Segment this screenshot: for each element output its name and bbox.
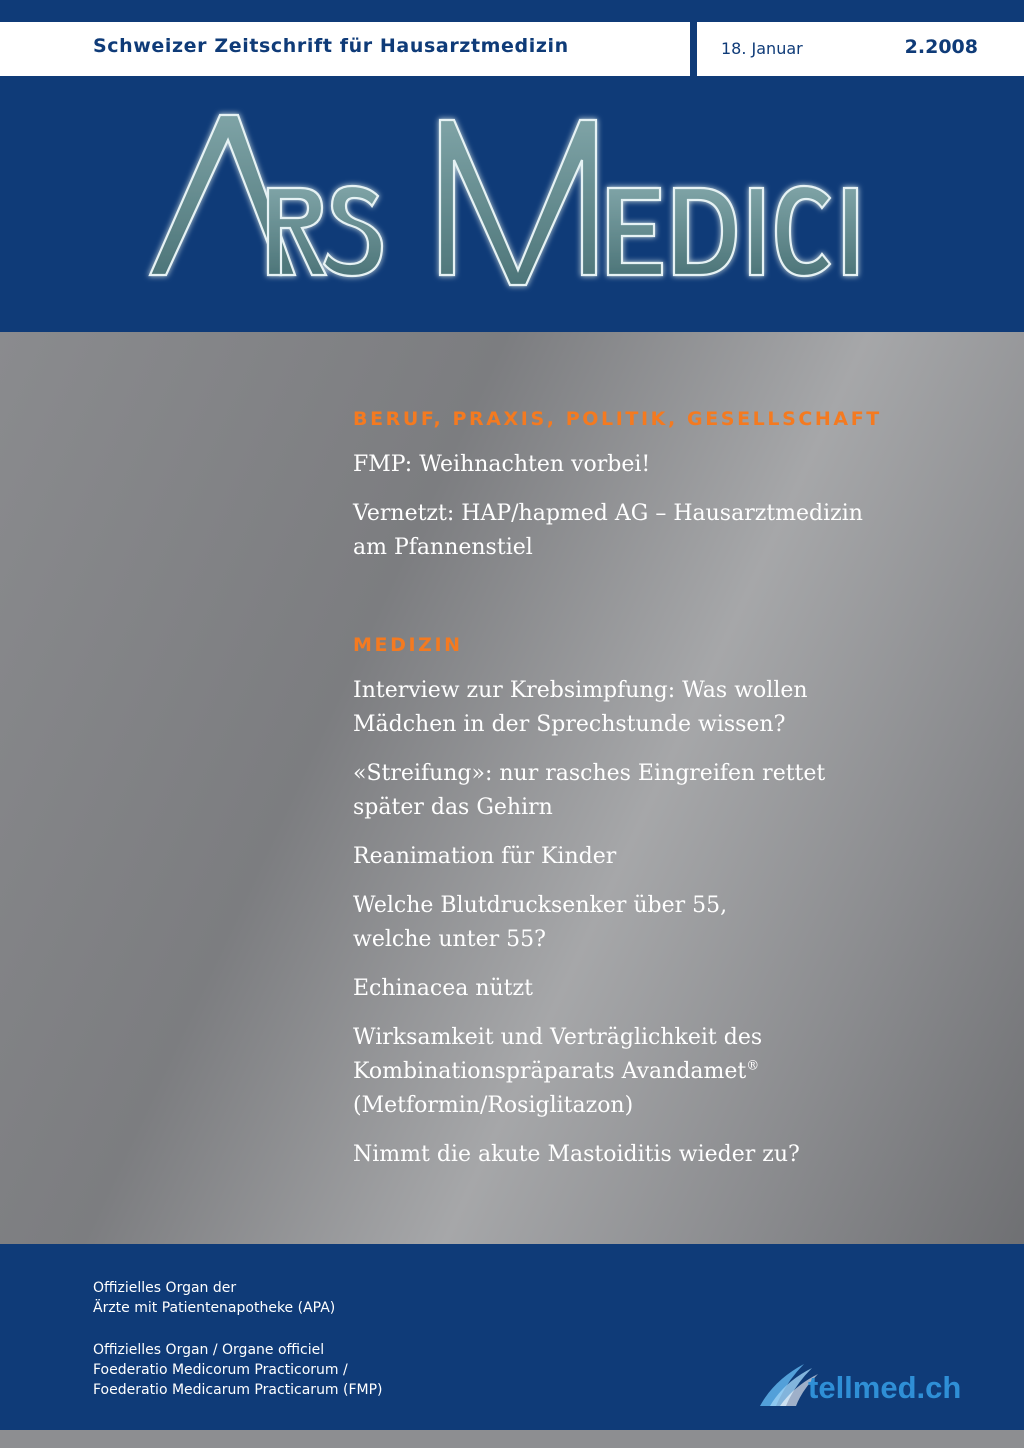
journal-name: Schweizer Zeitschrift für Hausarztmedizin — [93, 35, 569, 57]
issue-number: 2.2008 — [904, 36, 978, 58]
section-gap — [353, 580, 913, 634]
toc-item[interactable]: FMP: Weihnachten vorbei! — [353, 452, 651, 477]
footer-strip — [0, 1430, 1024, 1448]
toc-item[interactable]: Echinacea nützt — [353, 976, 533, 1001]
registered-mark: ® — [746, 1058, 760, 1074]
header-bar — [0, 22, 1024, 76]
toc-item[interactable]: Welche Blutdrucksenker über 55, welche unter 55? — [353, 893, 728, 952]
table-of-contents — [353, 408, 913, 1187]
section-heading-medizin: MEDIZIN — [353, 634, 463, 656]
toc-item[interactable]: «Streifung»: nur rasches Eingreifen rettet später das Gehirn — [353, 761, 826, 820]
header-issue-box — [697, 22, 1024, 76]
toc-item[interactable]: Reanimation für Kinder — [353, 844, 617, 869]
organ-apa: Offizielles Organ der Ärzte mit Patientenapotheke (APA) — [93, 1280, 336, 1316]
tellmed-logo-text: tellmed.ch — [808, 1370, 962, 1405]
toc-item[interactable]: Interview zur Krebsimpfung: Was wollen Mädchen in der Sprechstunde wissen? — [353, 678, 808, 737]
toc-item[interactable]: Vernetzt: HAP/hapmed AG – Hausarztmedizin am Pfannenstiel — [353, 501, 863, 560]
tellmed-logo[interactable] — [756, 1360, 986, 1410]
masthead-logo — [140, 100, 880, 300]
issue-date: 18. Januar — [721, 39, 803, 58]
toc-item[interactable]: Wirksamkeit und Verträglichkeit des Kombinationspräparats Avandamet® (Metformin/Rosiglitazon) — [353, 1025, 763, 1118]
section-heading-beruf: BERUF, PRAXIS, POLITIK, GESELLSCHAFT — [353, 408, 882, 430]
toc-item[interactable]: Nimmt die akute Mastoiditis wieder zu? — [353, 1142, 800, 1167]
organ-fmp: Offizielles Organ / Organe officiel Foederatio Medicorum Practicorum / Foederatio Medicarum Practicarum (FMP) — [93, 1342, 383, 1398]
header-title-box — [0, 22, 690, 76]
